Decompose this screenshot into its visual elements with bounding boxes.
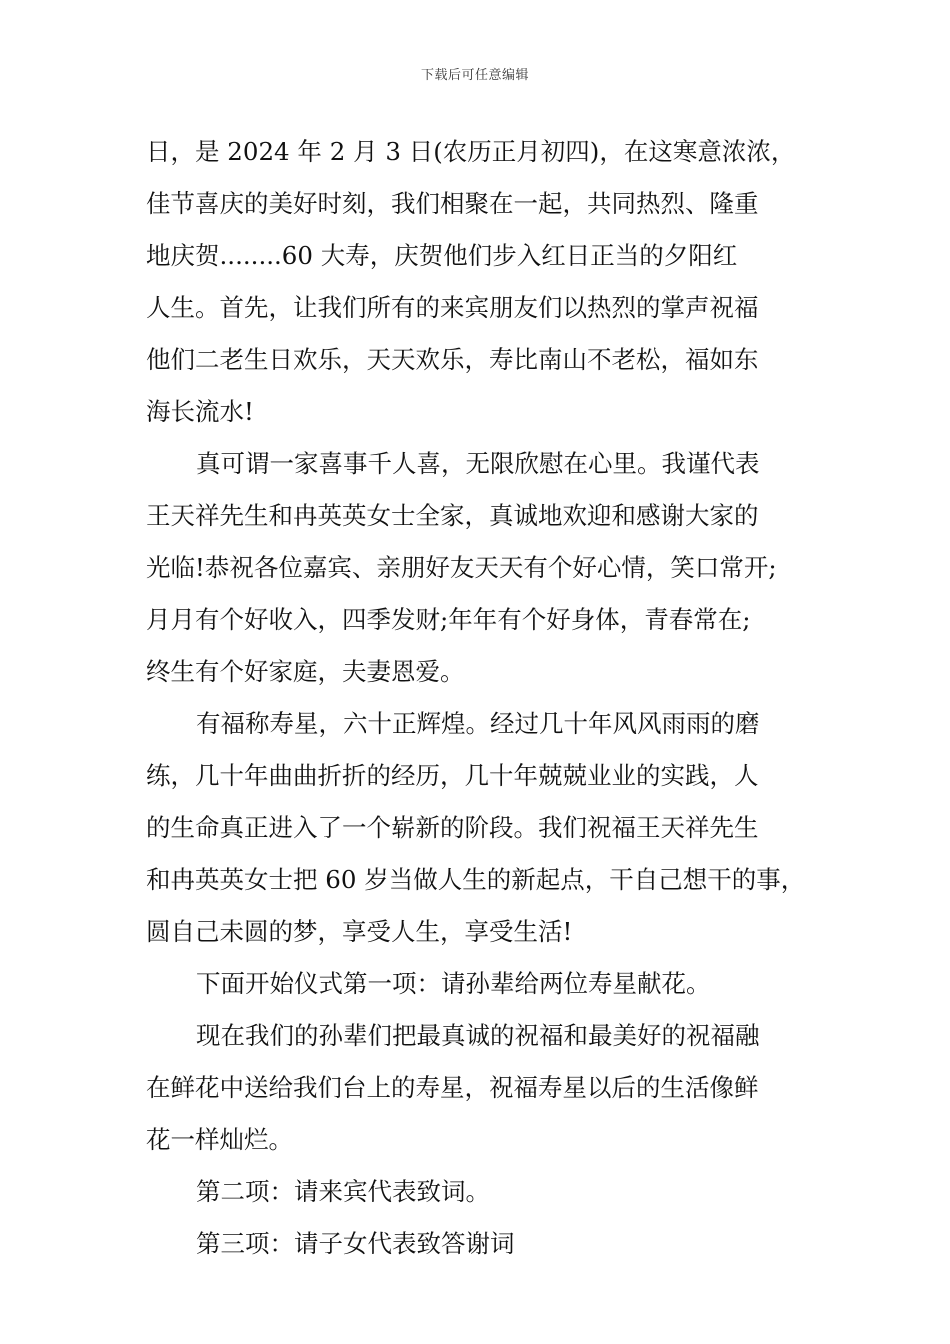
text-line: 日，是 2024 年 2 月 3 日(农历正月初四)，在这寒意浓浓， xyxy=(146,137,796,166)
text-line: 第三项：请子女代表致答谢词 xyxy=(196,1229,515,1258)
text-line: 他们二老生日欢乐，天天欢乐，寿比南山不老松，福如东 xyxy=(146,345,759,374)
text-line: 第二项：请来宾代表致词。 xyxy=(196,1177,490,1206)
text-line: 佳节喜庆的美好时刻，我们相聚在一起，共同热烈、隆重 xyxy=(146,189,759,218)
text-line: 光临!恭祝各位嘉宾、亲朋好友天天有个好心情，笑口常开; xyxy=(146,553,777,582)
text-line: 王天祥先生和冉英英女士全家，真诚地欢迎和感谢大家的 xyxy=(146,501,759,530)
text-line: 海长流水! xyxy=(146,397,254,426)
text-line: 月月有个好收入，四季发财;年年有个好身体，青春常在; xyxy=(146,605,751,634)
text-line: 有福称寿星，六十正辉煌。经过几十年风风雨雨的磨 xyxy=(196,709,760,738)
document-body xyxy=(146,126,826,1270)
text-line: 终生有个好家庭，夫妻恩爱。 xyxy=(146,657,465,686)
text-line: 地庆贺........60 大寿，庆贺他们步入红日正当的夕阳红 xyxy=(146,241,738,270)
text-line: 的生命真正进入了一个崭新的阶段。我们祝福王天祥先生 xyxy=(146,813,759,842)
text-line: 人生。首先，让我们所有的来宾朋友们以热烈的掌声祝福 xyxy=(146,293,759,322)
text-line: 练，几十年曲曲折折的经历，几十年兢兢业业的实践，人 xyxy=(146,761,759,790)
text-line: 在鲜花中送给我们台上的寿星，祝福寿星以后的生活像鲜 xyxy=(146,1073,759,1102)
text-line: 下面开始仪式第一项：请孙辈给两位寿星献花。 xyxy=(196,969,711,998)
text-line: 花一样灿烂。 xyxy=(146,1125,293,1154)
text-line: 和冉英英女士把 60 岁当做人生的新起点，干自己想干的事， xyxy=(146,865,806,894)
text-line: 真可谓一家喜事千人喜，无限欣慰在心里。我谨代表 xyxy=(196,449,760,478)
text-line: 现在我们的孙辈们把最真诚的祝福和最美好的祝福融 xyxy=(196,1021,760,1050)
text-line: 圆自己未圆的梦，享受人生，享受生活! xyxy=(146,917,573,946)
page-header: 下载后可任意编辑 xyxy=(420,68,529,83)
